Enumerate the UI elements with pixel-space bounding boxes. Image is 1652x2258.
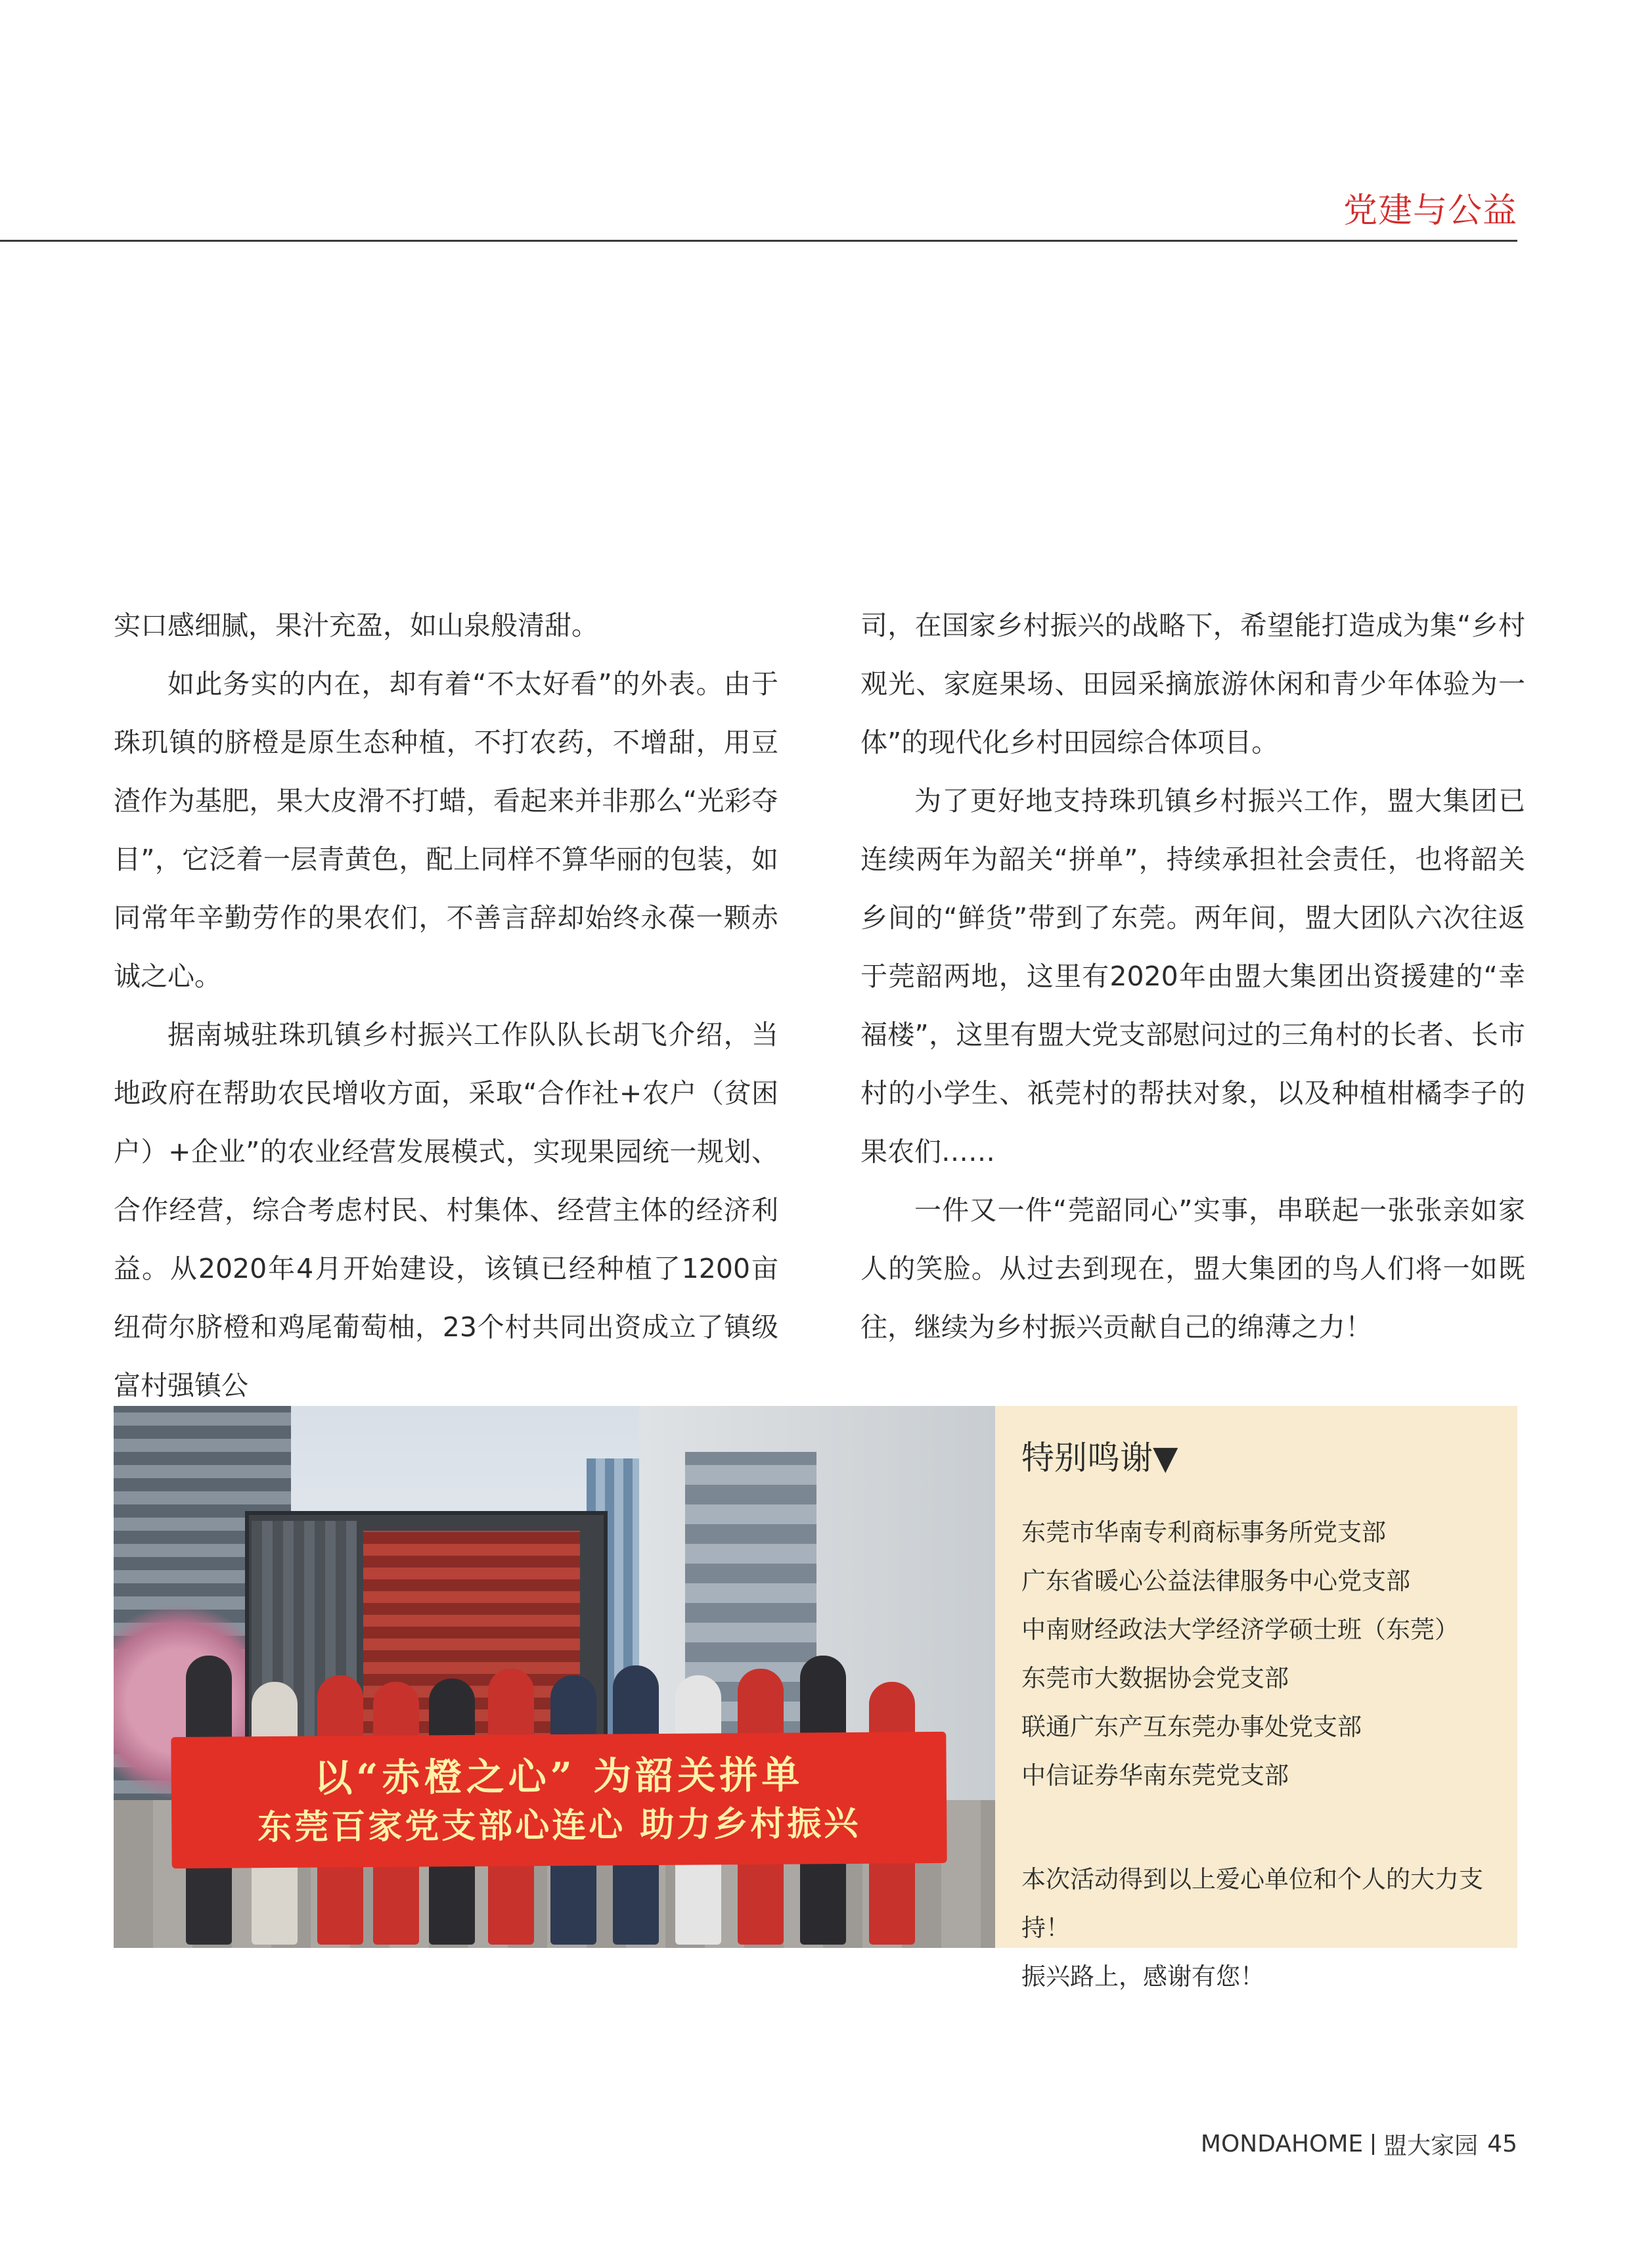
header-divider bbox=[0, 240, 1517, 242]
article-paragraph: 一件又一件“莞韶同心”实事，串联起一张张亲如家人的笑脸。从过去到现在，盟大集团的鸟人们将一如既往，继续为乡村振兴贡献自己的绵薄之力！ bbox=[860, 1194, 1525, 1343]
footer-brand: MONDAHOME bbox=[1200, 2131, 1364, 2157]
article-paragraph: 实口感细腻，果汁充盈，如山泉般清甜。 bbox=[114, 610, 598, 641]
thanks-item: 联通广东产互东莞办事处党支部 bbox=[1021, 1713, 1362, 1741]
article-paragraph: 司，在国家乡村振兴的战略下，希望能打造成为集“乡村观光、家庭果场、田园采摘旅游休闲和青少年体验为一体”的现代化乡村田园综合体项目。 bbox=[860, 610, 1525, 758]
article-paragraph: 为了更好地支持珠玑镇乡村振兴工作，盟大集团已连续两年为韶关“拼单”，持续承担社会责任，也将韶关乡间的“鲜货”带到了东莞。两年间，盟大团队六次往返于莞韶两地，这里有2020年由盟大集团出资援建的“幸福楼”，这里有盟大党支部慰问过的三角村的长者、长市村的小学生、祇莞村的帮扶对象，以及种植柑橘李子的果农们…… bbox=[860, 785, 1525, 1167]
banner-line-2: 东莞百家党支部心连心 助力乡村振兴 bbox=[257, 1803, 861, 1848]
thanks-title: 特别鸣谢▼ bbox=[1021, 1439, 1178, 1477]
photo-red-banner bbox=[171, 1732, 947, 1868]
page-number: 45 bbox=[1487, 2131, 1517, 2157]
thanks-item: 中南财经政法大学经济学硕士班（东莞） bbox=[1021, 1615, 1459, 1644]
thanks-item: 东莞市华南专利商标事务所党支部 bbox=[1021, 1518, 1386, 1547]
thanks-footer-line: 本次活动得到以上爱心单位和个人的大力支持！ bbox=[1021, 1865, 1483, 1942]
event-group-photo bbox=[114, 1406, 995, 1948]
article-paragraph: 据南城驻珠玑镇乡村振兴工作队队长胡飞介绍，当地政府在帮助农民增收方面，采取“合作社+农户（贫困户）+企业”的农业经营发展模式，实现果园统一规划、合作经营，综合考虑村民、村集体、经营主体的经济利益。从2020年4月开始建设，该镇已经种植了1200亩纽荷尔脐橙和鸡尾葡萄柚，23个村共同出资成立了镇级富村强镇公 bbox=[114, 1019, 778, 1401]
page-footer bbox=[1201, 2127, 1517, 2161]
special-thanks-box bbox=[995, 1406, 1517, 1991]
footer-magazine-name: 盟大家园 bbox=[1383, 2133, 1479, 2159]
thanks-item: 广东省暖心公益法律服务中心党支部 bbox=[1021, 1567, 1410, 1595]
thanks-item: 中信证券华南东莞党支部 bbox=[1021, 1761, 1289, 1790]
thanks-footer-line: 振兴路上，感谢有您！ bbox=[1021, 1962, 1264, 1991]
thanks-list bbox=[1021, 1508, 1517, 1800]
article-right-column bbox=[860, 597, 1525, 1357]
thanks-footer bbox=[1021, 1855, 1517, 2001]
thanks-item: 东莞市大数据协会党支部 bbox=[1021, 1664, 1289, 1692]
article-left-column bbox=[114, 597, 778, 1415]
section-title: 党建与公益 bbox=[1343, 191, 1517, 231]
banner-line-1: 以“赤橙之心” 为韶关拼单 bbox=[314, 1752, 804, 1801]
article-paragraph: 如此务实的内在，却有着“不太好看”的外表。由于珠玑镇的脐橙是原生态种植，不打农药，不增甜，用豆渣作为基肥，果大皮滑不打蜡，看起来并非那么“光彩夺目”，它泛着一层青黄色，配上同样不算华丽的包装，如同常年辛勤劳作的果农们，不善言辞却始终永葆一颗赤诚之心。 bbox=[114, 668, 778, 992]
footer-separator bbox=[1372, 2134, 1374, 2155]
